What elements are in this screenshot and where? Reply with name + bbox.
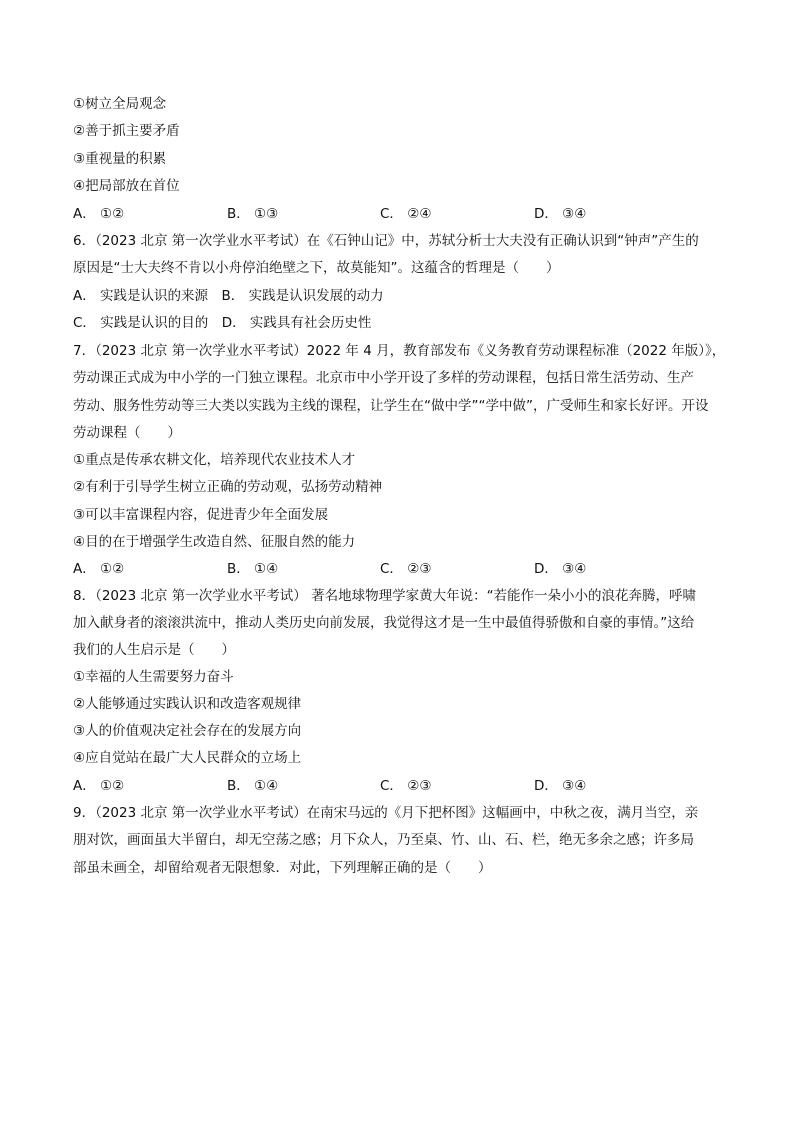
q8-option-c: C． ②③ bbox=[380, 778, 432, 794]
q7-stem-line-4: 劳动课程（ ） bbox=[73, 425, 181, 441]
q5-option-c: C． ②④ bbox=[380, 206, 432, 222]
q9-stem-line-1: 9．（2023 北京 第一次学业水平考试）在南宋马远的《月下把杯图》这幅画中，中秋之夜，满月当空，亲 bbox=[73, 805, 699, 821]
q7-stem-line-3: 劳动、服务性劳动等三大类以实践为主线的课程，让学生在“做中学”“学中做”，广受师生和家长好评。开设 bbox=[73, 398, 709, 414]
q8-options bbox=[73, 776, 713, 796]
q8-stem-line-2: 加入献身者的滚滚洪流中，推动人类历史向前发展，我觉得这才是一生中最值得骄傲和自豪的事情。”这给 bbox=[73, 615, 695, 631]
q8-statement-3: ③人的价值观决定社会存在的发展方向 bbox=[73, 723, 302, 739]
q7-statement-3: ③可以丰富课程内容，促进青少年全面发展 bbox=[73, 507, 329, 523]
q7-option-d: D． ③④ bbox=[534, 561, 587, 577]
q5-statement-1: ①树立全局观念 bbox=[73, 96, 167, 112]
q5-option-a: A． ①② bbox=[73, 206, 125, 222]
q8-option-d: D． ③④ bbox=[534, 778, 587, 794]
q7-statement-1: ①重点是传承农耕文化，培养现代农业技术人才 bbox=[73, 452, 356, 468]
q6-options-line-1: A． 实践是认识的来源 B． 实践是认识发展的动力 bbox=[73, 288, 384, 304]
q7-options bbox=[73, 559, 713, 579]
q8-option-a: A． ①② bbox=[73, 778, 125, 794]
q5-option-d: D． ③④ bbox=[534, 206, 587, 222]
q7-option-a: A． ①② bbox=[73, 561, 125, 577]
q8-statement-1: ①幸福的人生需要努力奋斗 bbox=[73, 669, 234, 685]
q6-stem-line-1: 6．（2023 北京 第一次学业水平考试）在《石钟山记》中，苏轼分析士大夫没有正确认识到“钟声”产生的 bbox=[73, 233, 699, 249]
q7-statement-2: ②有利于引导学生树立正确的劳动观，弘扬劳动精神 bbox=[73, 479, 383, 495]
q7-option-b: B． ①④ bbox=[227, 561, 279, 577]
q5-option-b: B． ①③ bbox=[227, 206, 279, 222]
q8-statement-4: ④应自觉站在最广大人民群众的立场上 bbox=[73, 750, 302, 766]
q7-stem-line-2: 劳动课正式成为中小学的一门独立课程。北京市中小学开设了多样的劳动课程，包括日常生活劳动、生产 bbox=[73, 370, 694, 386]
q6-stem-line-2: 原因是“士大夫终不肯以小舟停泊绝壁之下，故莫能知”。这蕴含的哲理是（ ） bbox=[73, 260, 560, 276]
q6-options-line-2: C． 实践是认识的目的 D． 实践具有社会历史性 bbox=[73, 315, 372, 331]
q5-statement-4: ④把局部放在首位 bbox=[73, 178, 180, 194]
q9-stem-line-3: 部虽未画全，却留给观者无限想象．对此，下列理解正确的是（ ） bbox=[73, 860, 492, 876]
q8-option-b: B． ①④ bbox=[227, 778, 279, 794]
q5-options bbox=[73, 204, 713, 224]
q8-statement-2: ②人能够通过实践认识和改造客观规律 bbox=[73, 696, 302, 712]
q8-stem-line-3: 我们的人生启示是（ ） bbox=[73, 642, 235, 658]
q5-statement-2: ②善于抓主要矛盾 bbox=[73, 123, 180, 139]
q7-statement-4: ④目的在于增强学生改造自然、征服自然的能力 bbox=[73, 534, 356, 550]
q7-stem-line-1: 7．（2023 北京 第一次学业水平考试）2022 年 4 月，教育部发布《义务教育劳动课程标准（2022 年版）》， bbox=[73, 343, 726, 359]
q9-stem-line-2: 朋对饮，画面虽大半留白，却无空荡之感；月下众人，乃至桌、竹、山、石、栏，绝无多余之感；许多局 bbox=[73, 832, 694, 848]
q5-statement-3: ③重视量的积累 bbox=[73, 151, 167, 167]
q8-stem-line-1: 8．（2023 北京 第一次学业水平考试） 著名地球物理学家黄大年说：“若能作一朵小小的浪花奔腾，呼啸 bbox=[73, 588, 697, 604]
q7-option-c: C． ②③ bbox=[380, 561, 432, 577]
